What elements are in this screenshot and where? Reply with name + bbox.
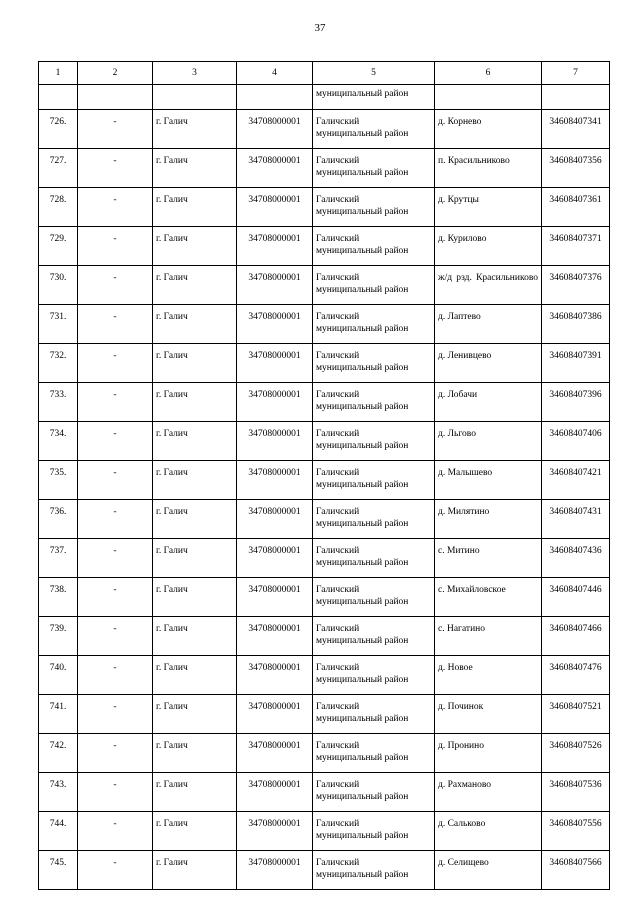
okato-cell: 34708000001: [237, 422, 313, 461]
row-number-cell: 738.: [39, 578, 78, 617]
row-number-cell: 742.: [39, 734, 78, 773]
district-line-1: Галичский: [316, 273, 360, 283]
district-cell: [313, 461, 435, 500]
table-row: [39, 149, 610, 188]
cell: [78, 85, 153, 110]
district-line-1: Галичский: [316, 351, 360, 361]
table-row: [39, 305, 610, 344]
table-row: [39, 773, 610, 812]
empty-dash-cell: -: [78, 734, 153, 773]
row-number-cell: 734.: [39, 422, 78, 461]
settlement-cell: д. Малышево: [435, 461, 542, 500]
district-line-2: муниципальный район: [316, 597, 409, 607]
district-cell: [313, 422, 435, 461]
row-number-cell: 733.: [39, 383, 78, 422]
settlement-cell: д. Лобачи: [435, 383, 542, 422]
district-line-2: муниципальный район: [316, 792, 409, 802]
column-header: 4: [237, 62, 313, 85]
district-line-1: Галичский: [316, 624, 360, 634]
okato-cell: 34708000001: [237, 500, 313, 539]
okato-cell: 34708000001: [237, 188, 313, 227]
district-cell: [313, 188, 435, 227]
empty-dash-cell: -: [78, 149, 153, 188]
settlement-cell: д. Милятино: [435, 500, 542, 539]
settlements-table: [38, 61, 610, 890]
district-line-1: Галичский: [316, 234, 360, 244]
cell: [153, 85, 237, 110]
city-cell: г. Галич: [153, 188, 237, 227]
district-line-1: Галичский: [316, 858, 360, 868]
settlement-cell: д. Крутцы: [435, 188, 542, 227]
district-line-1: Галичский: [316, 507, 360, 517]
settlement-cell: с. Нагатино: [435, 617, 542, 656]
district-line-2: муниципальный район: [316, 519, 409, 529]
row-number-cell: 744.: [39, 812, 78, 851]
settlement-cell: д. Сальково: [435, 812, 542, 851]
district-line-2: муниципальный район: [316, 207, 409, 217]
okato-cell: 34708000001: [237, 344, 313, 383]
settlement-cell: п. Красильниково: [435, 149, 542, 188]
column-header: 7: [542, 62, 610, 85]
settlement-cell: д. Лаптево: [435, 305, 542, 344]
oktmo-cell: 34608407436: [542, 539, 610, 578]
settlement-cell: д. Льгово: [435, 422, 542, 461]
table-row: [39, 695, 610, 734]
column-header: 6: [435, 62, 542, 85]
district-cell: [313, 266, 435, 305]
cell: [39, 85, 78, 110]
empty-dash-cell: -: [78, 188, 153, 227]
city-cell: г. Галич: [153, 110, 237, 149]
city-cell: г. Галич: [153, 851, 237, 890]
table-row: [39, 227, 610, 266]
table-row: [39, 578, 610, 617]
okato-cell: 34708000001: [237, 773, 313, 812]
district-cell: [313, 500, 435, 539]
city-cell: г. Галич: [153, 617, 237, 656]
oktmo-cell: 34608407391: [542, 344, 610, 383]
table-row: [39, 617, 610, 656]
district-cell: [313, 110, 435, 149]
city-cell: г. Галич: [153, 383, 237, 422]
city-cell: г. Галич: [153, 149, 237, 188]
oktmo-cell: 34608407356: [542, 149, 610, 188]
row-number-cell: 727.: [39, 149, 78, 188]
row-number-cell: 736.: [39, 500, 78, 539]
okato-cell: 34708000001: [237, 539, 313, 578]
okato-cell: 34708000001: [237, 812, 313, 851]
oktmo-cell: 34608407466: [542, 617, 610, 656]
district-cell: [313, 851, 435, 890]
district-line-2: муниципальный район: [316, 441, 409, 451]
row-number-cell: 730.: [39, 266, 78, 305]
okato-cell: 34708000001: [237, 578, 313, 617]
empty-dash-cell: -: [78, 539, 153, 578]
district-line-2: муниципальный район: [316, 831, 409, 841]
okato-cell: 34708000001: [237, 656, 313, 695]
empty-dash-cell: -: [78, 617, 153, 656]
settlement-cell: с. Михайловское: [435, 578, 542, 617]
settlement-cell: д. Селищево: [435, 851, 542, 890]
district-cell: [313, 617, 435, 656]
okato-cell: 34708000001: [237, 383, 313, 422]
district-line-2: муниципальный район: [316, 870, 409, 880]
header-row: [39, 62, 610, 85]
oktmo-cell: 34608407536: [542, 773, 610, 812]
district-line-2: муниципальный район: [316, 675, 409, 685]
row-number-cell: 728.: [39, 188, 78, 227]
city-cell: г. Галич: [153, 734, 237, 773]
district-cell: [313, 773, 435, 812]
oktmo-cell: 34608407446: [542, 578, 610, 617]
table-row: [39, 188, 610, 227]
oktmo-cell: 34608407431: [542, 500, 610, 539]
city-cell: г. Галич: [153, 539, 237, 578]
cell: [237, 85, 313, 110]
okato-cell: 34708000001: [237, 227, 313, 266]
district-line-2: муниципальный район: [316, 480, 409, 490]
district-line-1: Галичский: [316, 195, 360, 205]
row-number-cell: 726.: [39, 110, 78, 149]
continuation-row: [39, 85, 610, 110]
city-cell: г. Галич: [153, 695, 237, 734]
oktmo-cell: 34608407556: [542, 812, 610, 851]
district-line-2: муниципальный район: [316, 753, 409, 763]
page-number: 37: [314, 22, 326, 34]
empty-dash-cell: -: [78, 773, 153, 812]
table-row: [39, 656, 610, 695]
okato-cell: 34708000001: [237, 695, 313, 734]
empty-dash-cell: -: [78, 656, 153, 695]
row-number-cell: 735.: [39, 461, 78, 500]
okato-cell: 34708000001: [237, 110, 313, 149]
cell: [542, 85, 610, 110]
oktmo-cell: 34608407521: [542, 695, 610, 734]
row-number-cell: 739.: [39, 617, 78, 656]
district-line-2: муниципальный район: [316, 363, 409, 373]
district-cell: [313, 344, 435, 383]
column-header: 5: [313, 62, 435, 85]
district-line-1: Галичский: [316, 312, 360, 322]
row-number-cell: 732.: [39, 344, 78, 383]
oktmo-cell: 34608407421: [542, 461, 610, 500]
empty-dash-cell: -: [78, 578, 153, 617]
okato-cell: 34708000001: [237, 734, 313, 773]
district-line-2: муниципальный район: [316, 402, 409, 412]
settlement-cell: д. Рахманово: [435, 773, 542, 812]
empty-dash-cell: -: [78, 422, 153, 461]
district-line-1: Галичский: [316, 546, 360, 556]
column-header: 1: [39, 62, 78, 85]
district-cell: [313, 578, 435, 617]
row-number-cell: 729.: [39, 227, 78, 266]
district-cell: [313, 656, 435, 695]
table-row: [39, 110, 610, 149]
okato-cell: 34708000001: [237, 305, 313, 344]
city-cell: г. Галич: [153, 773, 237, 812]
table-row: [39, 734, 610, 773]
oktmo-cell: 34608407371: [542, 227, 610, 266]
district-line-2: муниципальный район: [316, 168, 409, 178]
district-line-2: муниципальный район: [316, 246, 409, 256]
district-cell: [313, 539, 435, 578]
oktmo-cell: 34608407476: [542, 656, 610, 695]
settlement-cell: д. Новое: [435, 656, 542, 695]
city-cell: г. Галич: [153, 500, 237, 539]
district-line-1: Галичский: [316, 585, 360, 595]
district-cell: [313, 734, 435, 773]
district-line-1: Галичский: [316, 429, 360, 439]
district-line-1: Галичский: [316, 468, 360, 478]
settlement-cell: д. Пронино: [435, 734, 542, 773]
oktmo-cell: 34608407406: [542, 422, 610, 461]
city-cell: г. Галич: [153, 812, 237, 851]
table-row: [39, 851, 610, 890]
okato-cell: 34708000001: [237, 617, 313, 656]
okato-cell: 34708000001: [237, 149, 313, 188]
table-row: [39, 383, 610, 422]
row-number-cell: 741.: [39, 695, 78, 734]
district-line-2: муниципальный район: [316, 714, 409, 724]
district-cell: [313, 812, 435, 851]
oktmo-cell: 34608407386: [542, 305, 610, 344]
district-line-1: Галичский: [316, 741, 360, 751]
district-cell: [313, 383, 435, 422]
city-cell: г. Галич: [153, 578, 237, 617]
empty-dash-cell: -: [78, 851, 153, 890]
empty-dash-cell: -: [78, 110, 153, 149]
row-number-cell: 740.: [39, 656, 78, 695]
city-cell: г. Галич: [153, 266, 237, 305]
table-row: [39, 500, 610, 539]
district-line-2: муниципальный район: [316, 324, 409, 334]
oktmo-cell: 34608407566: [542, 851, 610, 890]
oktmo-cell: 34608407341: [542, 110, 610, 149]
district-line-1: Галичский: [316, 819, 360, 829]
empty-dash-cell: -: [78, 812, 153, 851]
settlement-cell: с. Митино: [435, 539, 542, 578]
city-cell: г. Галич: [153, 656, 237, 695]
oktmo-cell: 34608407396: [542, 383, 610, 422]
district-line-1: Галичский: [316, 156, 360, 166]
district-cell: [313, 695, 435, 734]
cell: [435, 85, 542, 110]
district-line-2: муниципальный район: [316, 636, 409, 646]
settlement-cell: д. Корнево: [435, 110, 542, 149]
city-cell: г. Галич: [153, 305, 237, 344]
district-cell: [313, 305, 435, 344]
table-row: [39, 344, 610, 383]
district-line-2: муниципальный район: [316, 558, 409, 568]
oktmo-cell: 34608407526: [542, 734, 610, 773]
settlement-cell: д. Починок: [435, 695, 542, 734]
row-number-cell: 737.: [39, 539, 78, 578]
row-number-cell: 745.: [39, 851, 78, 890]
district-line-1: Галичский: [316, 117, 360, 127]
district-cell: [313, 149, 435, 188]
table-row: [39, 539, 610, 578]
okato-cell: 34708000001: [237, 266, 313, 305]
city-cell: г. Галич: [153, 461, 237, 500]
district-cell: муниципальный район: [313, 85, 435, 110]
empty-dash-cell: -: [78, 344, 153, 383]
oktmo-cell: 34608407361: [542, 188, 610, 227]
table-row: [39, 812, 610, 851]
empty-dash-cell: -: [78, 461, 153, 500]
table-row: [39, 422, 610, 461]
district-line-2: муниципальный район: [316, 285, 409, 295]
settlement-cell: д. Курилово: [435, 227, 542, 266]
district-line-2: муниципальный район: [316, 129, 409, 139]
empty-dash-cell: -: [78, 266, 153, 305]
settlement-cell: д. Ленивцево: [435, 344, 542, 383]
district-line-1: Галичский: [316, 663, 360, 673]
okato-cell: 34708000001: [237, 461, 313, 500]
district-cell: [313, 227, 435, 266]
district-line-1: Галичский: [316, 702, 360, 712]
table-row: [39, 461, 610, 500]
column-header: 3: [153, 62, 237, 85]
city-cell: г. Галич: [153, 227, 237, 266]
oktmo-cell: 34608407376: [542, 266, 610, 305]
city-cell: г. Галич: [153, 422, 237, 461]
district-line-1: Галичский: [316, 390, 360, 400]
district-line-1: Галичский: [316, 780, 360, 790]
empty-dash-cell: -: [78, 227, 153, 266]
empty-dash-cell: -: [78, 695, 153, 734]
empty-dash-cell: -: [78, 500, 153, 539]
row-number-cell: 743.: [39, 773, 78, 812]
city-cell: г. Галич: [153, 344, 237, 383]
settlement-cell: ж/д рзд. Красильниково: [435, 266, 542, 305]
empty-dash-cell: -: [78, 383, 153, 422]
table-row: [39, 266, 610, 305]
empty-dash-cell: -: [78, 305, 153, 344]
row-number-cell: 731.: [39, 305, 78, 344]
column-header: 2: [78, 62, 153, 85]
okato-cell: 34708000001: [237, 851, 313, 890]
